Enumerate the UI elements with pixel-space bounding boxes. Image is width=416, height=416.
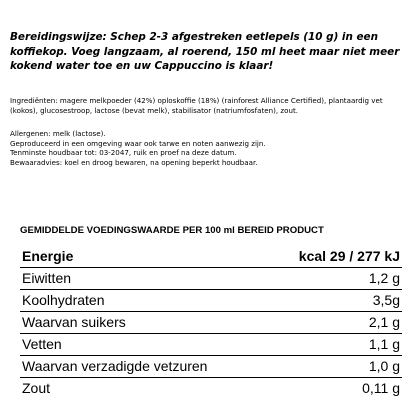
energy-label: Energie — [20, 246, 266, 268]
production-note: Geproduceerd in een omgeving waar ook tarwe en noten aanwezig zijn. — [10, 138, 266, 148]
nutrient-label: Waarvan suikers — [20, 312, 266, 334]
allergens-text: Allergenen: melk (lactose). — [10, 129, 106, 138]
nutrition-table — [20, 246, 402, 399]
nutrient-label: Waarvan verzadigde vetzuren — [20, 356, 266, 378]
table-row — [20, 334, 402, 356]
table-row — [20, 356, 402, 378]
product-info-block — [10, 129, 406, 167]
ingredients-block — [10, 96, 406, 115]
table-row — [20, 290, 402, 312]
preparation-instructions: Bereidingswijze: Schep 2-3 afgestreken eetlepels (10 g) in een koffiekop. Voeg langzaam, al roerend, 150 ml heet maar niet meer kokend water toe en uw Cappuccino is klaar! — [10, 31, 400, 72]
storage-advice: Bewaaradvies: koel en droog bewaren, na opening beperkt houdbaar. — [10, 157, 258, 167]
nutrition-header-row — [20, 246, 402, 268]
nutrient-value: 1,0 g — [266, 356, 402, 378]
nutrition-title: GEMIDDELDE VOEDINGSWAARDE PER 100 ml BEREID PRODUCT — [20, 225, 324, 236]
nutrient-label: Koolhydraten — [20, 290, 266, 312]
nutrient-value: 2,1 g — [266, 312, 402, 334]
best-before-text: Tenminste houdbaar tot: 03-2047, ruik en proef na deze datum. — [10, 148, 237, 158]
nutrient-label: Zout — [22, 380, 51, 396]
ingredients-text: Ingrediënten: magere melkpoeder (42%) oploskoffie (18%) (rainforest Alliance Certified), plantaardig vet (kokos), glucosestroop, lactose (bevat melk), stabilisator (natriumfosfaten), zout. — [10, 96, 383, 115]
table-row — [20, 268, 402, 290]
nutrient-value: 1,2 g — [266, 268, 402, 290]
table-row — [20, 378, 402, 400]
nutrient-value: 0,11 g — [362, 380, 400, 396]
energy-value: kcal 29 / 277 kJ — [266, 246, 402, 268]
nutrient-value: 1,1 g — [266, 334, 402, 356]
nutrient-label: Eiwitten — [20, 268, 266, 290]
nutrient-value: 3,5g — [266, 290, 402, 312]
nutrient-label: Vetten — [20, 334, 266, 356]
table-row — [20, 312, 402, 334]
